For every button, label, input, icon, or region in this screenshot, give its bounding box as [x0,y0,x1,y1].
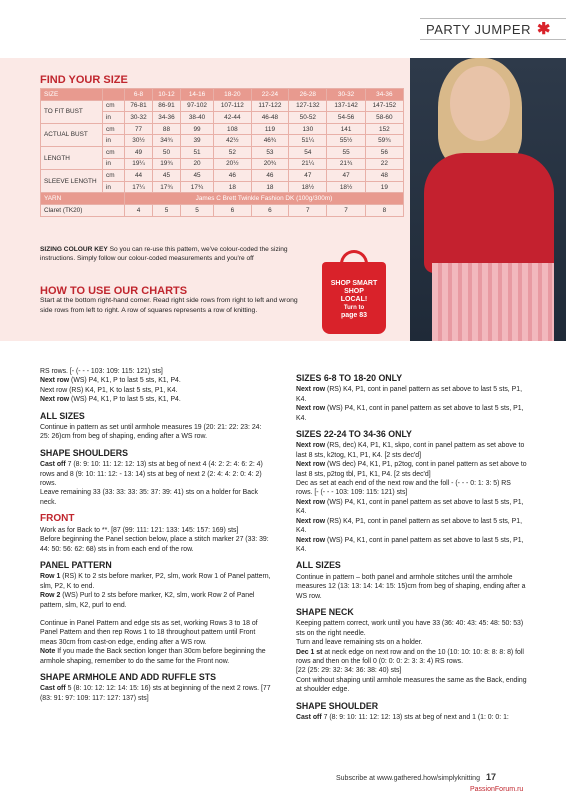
watermark: PassionForum.ru [470,786,524,793]
pattern-text: Next row (WS) P4, K1, P to last 5 sts, K1, P4. [40,396,181,404]
size-value: 17¾ [152,181,180,193]
shop-local-bag: SHOP SMART SHOP LOCAL! Turn to page 83 [322,262,386,334]
pattern-text: Next row (WS) P4, K1, cont in panel pattern as set above to last 5 sts, P1, K4. [296,536,524,553]
size-value: 56 [365,146,403,158]
pattern-text: Continue in pattern – both panel and armhole stitches until the armhole measures 12 (13: 13: 14: 14: 15: 15)cm from beg of shaping, ending after a WS row. [296,573,526,600]
size-value: 46¾ [251,135,289,147]
section-heading: SHAPE NECK [296,606,354,617]
footer: Subscribe at www.gathered.how/simplyknitting 17 [336,772,496,782]
section-heading: SHAPE SHOULDERS [40,447,128,458]
size-value: 21¼ [289,158,327,170]
size-value: 48 [365,170,403,182]
how-to-title: HOW TO USE OUR CHARTS [40,285,188,297]
pattern-text: Turn and leave remaining sts on a holder. [296,639,423,647]
unit: in [103,158,125,170]
size-value: 52 [214,146,252,158]
size-value: 30½ [125,135,153,147]
size-value: 30-32 [125,112,153,124]
size-head [103,89,125,101]
pattern-text: RS rows. [- (- - - 103: 109: 115: 121) sts] [40,368,163,375]
size-value: 50-52 [289,112,327,124]
size-value: 18½ [327,181,365,193]
size-value: 19¾ [152,158,180,170]
size-value: 99 [180,123,213,135]
size-value: 58-60 [365,112,403,124]
size-head: 34-36 [365,89,403,101]
section-heading: PANEL PATTERN [40,559,112,570]
claret-label: Claret (TK20) [41,204,125,216]
pattern-text: Row 1 (RS) K to 2 sts before marker, P2, slm, work Row 1 of Panel pattern, slm, P2, K to end. [40,573,271,590]
size-value: 51 [180,146,213,158]
size-value: 117-122 [251,100,289,112]
size-value: 130 [289,123,327,135]
size-value: 38-40 [180,112,213,124]
size-value: 152 [365,123,403,135]
asterisk-icon: ✱ [536,21,551,38]
right-column [296,367,528,722]
size-value: 59¾ [365,135,403,147]
size-value: 119 [251,123,289,135]
section-heading [40,610,272,619]
section-heading: SIZES 22-24 TO 34-36 ONLY [296,429,412,440]
pattern-text: [22 (25: 29: 32: 34: 36: 38: 40) sts] [296,667,402,675]
section-heading: SHAPE ARMHOLE AND ADD RUFFLE STS [40,671,216,682]
unit: cm [103,123,125,135]
size-value: 22 [365,158,403,170]
ball-count: 8 [365,204,403,216]
section-heading: FRONT [40,513,75,525]
size-value: 21¾ [327,158,365,170]
ball-count: 4 [125,204,153,216]
how-to-text: Start at the bottom right-hand corner. Read right side rows from right to left and wrong side rows from left to right. A row of squares represents a row of knitting. [40,297,298,314]
unit: in [103,135,125,147]
unit: cm [103,146,125,158]
ball-count: 7 [327,204,365,216]
unit: cm [103,100,125,112]
size-value: 47 [327,170,365,182]
size-value: 97-102 [180,100,213,112]
size-value: 50 [152,146,180,158]
size-value: 20½ [214,158,252,170]
pattern-text: Next row (RS, dec) K4, P1, K1, skpo, cont in panel pattern as set above to last 8 sts, k2tog, K1, P1, K4. [2 sts dec'd] [296,442,525,459]
size-value: 17¾ [180,181,213,193]
pattern-text: Next row (WS) P4, K1, P to last 5 sts, K1, P4. [40,377,181,385]
pattern-text: Next row (WS) P4, K1, cont in panel pattern as set above to last 5 sts, P1, K4. [296,405,524,422]
section-heading: ALL SIZES [296,560,341,571]
size-value: 39 [180,135,213,147]
size-value: 54-56 [327,112,365,124]
size-value: 51¼ [289,135,327,147]
pattern-text: Before beginning the Panel section below, place a stitch marker 27 (33: 39: 44: 50: 56: 62: 68) sts in from each end of the row. [40,536,269,553]
size-value: 46 [251,170,289,182]
size-value: 42-44 [214,112,252,124]
size-head: 22-24 [251,89,289,101]
pattern-text: Note If you made the Back section longer than 30cm before beginning the armhole shaping, remember to do the same for the Front now. [40,648,266,665]
size-value: 18 [214,181,252,193]
size-value: 107-112 [214,100,252,112]
yarn-value: James C Brett Twinkle Fashion DK (100g/300m) [125,193,404,205]
size-value: 47 [289,170,327,182]
size-value: 49 [125,146,153,158]
pattern-text: Continue in pattern as set until armhole measures 19 (20: 21: 22: 23: 24: 25: 26)cm from beg of shaping, ending after a WS row. [40,424,262,441]
pattern-text: Next row (WS dec) P4, K1, P1, p2tog, cont in panel pattern as set above to last 8 sts, p2tog tbl, P1, K1, P4. [2 sts dec'd] [296,461,527,478]
row-label: LENGTH [41,146,103,169]
ball-count: 5 [152,204,180,216]
page-header [420,18,566,40]
unit: in [103,112,125,124]
size-value: 55½ [327,135,365,147]
size-value: 19¼ [125,158,153,170]
header-title: PARTY JUMPER [426,21,531,37]
size-value: 141 [327,123,365,135]
ball-count: 6 [251,204,289,216]
size-value: 46-48 [251,112,289,124]
pattern-text: Cont without shaping until armhole measures the same as the Back, ending at shoulder edge. [296,676,527,694]
size-head: 26-28 [289,89,327,101]
size-value: 137-142 [327,100,365,112]
size-value: 18 [251,181,289,193]
size-head: 10-12 [152,89,180,101]
size-value: 44 [125,170,153,182]
pattern-text: Dec as set at each end of the next row and the foll - (- - - 0: 1: 3: 5) RS rows. [- (- - - 103: 109: 115: 121) sts] [296,480,511,497]
model-photo [410,58,566,341]
row-label: TO FIT BUST [41,100,103,123]
size-value: 20 [180,158,213,170]
size-head: 14-16 [180,89,213,101]
size-value: 19 [365,181,403,193]
pattern-text: Work as for Back to **. [87 (99: 111: 121: 133: 145: 157: 169) sts] [40,526,239,534]
pattern-text: Next row (RS) K4, P1, K to last 5 sts, P1, K4. [40,386,178,394]
size-value: 18½ [289,181,327,193]
row-label: ACTUAL BUST [41,123,103,146]
size-value: 46 [214,170,252,182]
size-value: 45 [152,170,180,182]
size-value: 86-91 [152,100,180,112]
pattern-text: Next row (RS) K4, P1, cont in panel pattern as set above to last 5 sts, P1, K4. [296,386,522,403]
pattern-text: Cast off 7 (8: 9: 10: 11: 12: 12: 13) sts at beg of next 4 (4: 2: 2: 4: 6: 2: 4) rows and 8 (9: 10: 11: 12: - 13: 14) sts at beg of next 2 (2: 4: 4: 2: 0: 4: 2) rows. [40,461,263,488]
size-value: 34¾ [152,135,180,147]
section-heading: SIZES 6-8 TO 18-20 ONLY [296,373,403,383]
row-label: SLEEVE LENGTH [41,170,103,193]
size-value: 53 [251,146,289,158]
size-head: 18-20 [214,89,252,101]
size-value: 77 [125,123,153,135]
size-value: 34-36 [152,112,180,124]
ball-count: 5 [180,204,213,216]
size-head: 30-32 [327,89,365,101]
yarn-label: YARN [41,193,125,205]
section-heading: ALL SIZES [40,410,85,421]
find-size-title: FIND YOUR SIZE [40,74,128,86]
pattern-text: Next row (RS) K4, P1, cont in panel pattern as set above to last 5 sts, P1, K4. [296,517,522,535]
size-value: 88 [152,123,180,135]
size-value: 42½ [214,135,252,147]
pattern-text: Cast off 7 (8: 9: 10: 11: 12: 12: 13) sts at beg of next and 1 (1: 0: 0: 1: [296,714,509,721]
pattern-text: Cast off 5 (8: 10: 12: 12: 14: 15: 16) sts at beginning of the next 2 rows. [77 (83: 91: 97: 109: 117: 127: 137) sts] [40,685,271,702]
size-value: 76-81 [125,100,153,112]
sizing-colour-key: SIZING COLOUR KEY So you can re-use this pattern, we've colour-coded the sizing instructions. Simply follow our colour-coded measurements and you're off [40,246,288,262]
size-table [40,88,404,217]
pattern-text: Leave remaining 33 (33: 33: 33: 35: 37: 39: 41) sts on a holder for Back neck. [40,489,258,506]
size-value: 127-132 [289,100,327,112]
ball-count: 6 [214,204,252,216]
size-head: SIZE [41,89,103,101]
size-value: 17¼ [125,181,153,193]
unit: cm [103,170,125,182]
pattern-text: Keeping pattern correct, work until you have 33 (36: 40: 43: 45: 48: 50: 53) sts on the right needle. [296,620,524,637]
size-value: 54 [289,146,327,158]
size-value: 108 [214,123,252,135]
left-column [40,367,272,703]
size-value: 55 [327,146,365,158]
pattern-text: Next row (WS) P4, K1, cont in panel pattern as set above to last 5 sts, P1, K4. [296,498,524,516]
size-head: 6-8 [125,89,153,101]
pattern-text: Continue in Panel Pattern and edge sts as set, working Rows 3 to 18 of Panel Pattern and then rep Rows 1 to 18 throughout pattern until Front meas 30cm from cast-on edge, ending after a WS row. [40,619,258,646]
pattern-text: Row 2 (WS) Purl to 2 sts before marker, K2, slm, work Row 2 of Panel pattern, slm, K2, purl to end. [40,592,255,609]
section-heading: SHAPE SHOULDER [296,700,379,711]
ball-count: 7 [289,204,327,216]
size-value: 20¾ [251,158,289,170]
pattern-text: Dec 1 st at neck edge on next row and on the 10 (10: 10: 10: 8: 8: 8: 8) foll rows and then on the foll 0 (0: 0: 0: 2: 3: 3: 4) RS rows. [296,648,524,665]
size-value: 45 [180,170,213,182]
size-value: 147-152 [365,100,403,112]
unit: in [103,181,125,193]
